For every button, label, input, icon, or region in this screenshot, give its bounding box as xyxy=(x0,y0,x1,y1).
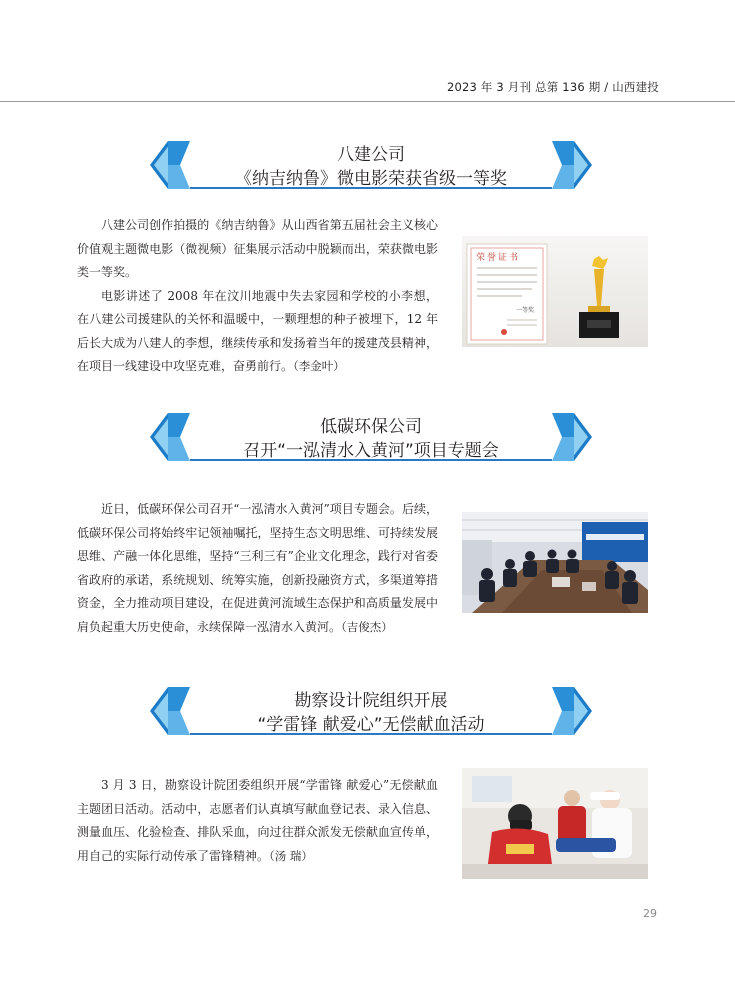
section-banner-2 xyxy=(150,409,592,465)
article-author: （李金叶） xyxy=(293,359,345,373)
article-text: 3 月 3 日，勘察设计院团委组织开展“学雷锋 献爱心”无偿献血主题团日活动。活动中，志愿者们认真填写献血登记表、录入信息、测量血压、化验检查、排队采血，向过往群众派发无偿献血宣传单，用自己的实际行动传承了雷锋精神。 xyxy=(77,778,438,863)
article-1 xyxy=(77,214,438,379)
section-banner-1 xyxy=(150,137,592,193)
section-title-line2: 召开“一泓清水入黄河”项目专题会 xyxy=(243,441,499,461)
section-title-line1: 低碳环保公司 xyxy=(320,417,422,437)
section-title-line2: “学雷锋 献爱心”无偿献血活动 xyxy=(257,715,485,735)
article-paragraph xyxy=(77,774,438,868)
award-photo xyxy=(462,236,648,347)
article-text: 电影讲述了 2008 年在汶川地震中失去家园和学校的小李想，在八建公司援建队的关怀和温暖中，一颗理想的种子被埋下，12 年后长大成为八建人的李想，继续传承和发扬着当年的援建茂县精神，在项目一线建设中攻坚克难，奋勇前行。 xyxy=(77,288,438,373)
certificate-title: 荣誉证书 xyxy=(476,253,521,263)
article-paragraph xyxy=(77,285,438,379)
blood-donation-photo xyxy=(462,768,648,879)
article-3 xyxy=(77,774,438,868)
section-title-line1: 八建公司 xyxy=(337,145,405,165)
article-paragraph xyxy=(77,498,438,639)
section-banner-3 xyxy=(150,683,592,739)
section-title-line2: 《纳吉纳鲁》微电影荣获省级一等奖 xyxy=(235,169,507,189)
header-rule xyxy=(0,101,735,102)
page-number: 29 xyxy=(643,907,657,920)
article-text: 近日，低碳环保公司召开“一泓清水入黄河”项目专题会。后续，低碳环保公司将始终牢记领袖嘱托，坚持生态文明思维、可持续发展思维、产融一体化思维，坚持“三利三有”企业文化理念，践行对省委省政府的承诺，系统规划、统筹实施，创新投融资方式，多渠道筹措资金，全力推动项目建设，在促进黄河流域生态保护和高质量发展中肩负起重大历史使命，永续保障一泓清水入黄河。 xyxy=(77,502,438,634)
article-author: （吉俊杰） xyxy=(341,619,393,634)
section-title-line1: 勘察设计院组织开展 xyxy=(294,691,448,711)
meeting-illustration xyxy=(462,512,648,613)
meeting-photo xyxy=(462,512,648,613)
running-header: 2023 年 3 月刊 总第 136 期 / 山西建投 xyxy=(446,80,659,94)
certificate-award: 一等奖 xyxy=(516,307,535,314)
blood-donation-illustration xyxy=(462,768,648,879)
article-author: （汤 瑞） xyxy=(269,848,313,863)
article-2 xyxy=(77,498,438,639)
article-paragraph: 八建公司创作拍摄的《纳吉纳鲁》从山西省第五届社会主义核心价值观主题微电影（微视频）征集展示活动中脱颖而出，荣获微电影类一等奖。 xyxy=(77,218,438,279)
